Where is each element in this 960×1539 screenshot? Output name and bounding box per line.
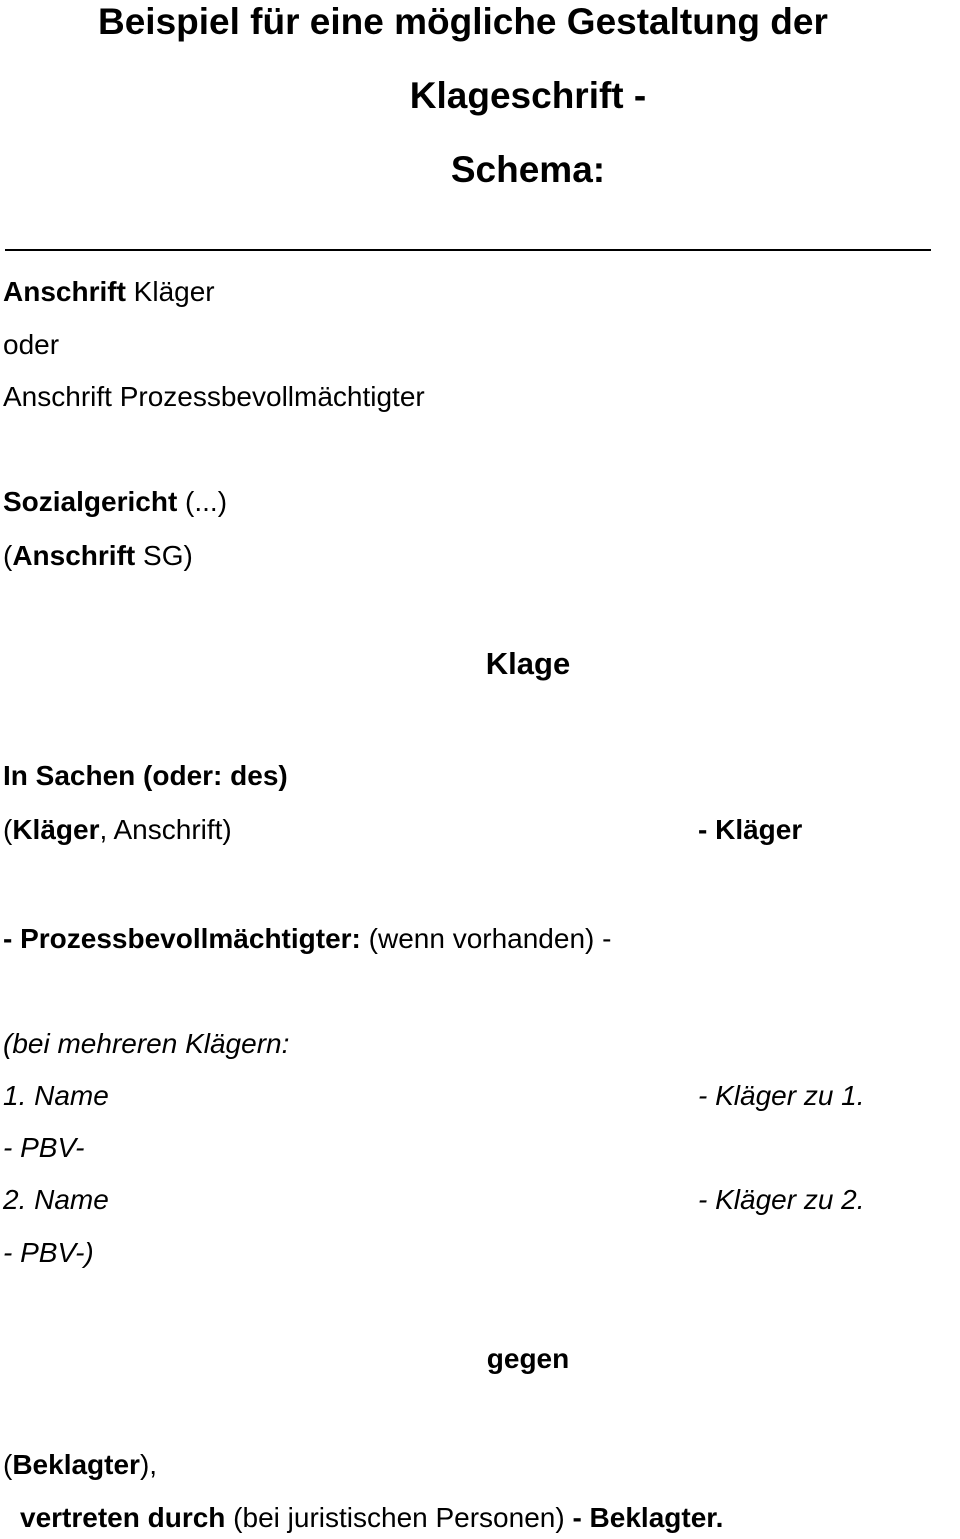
- represented-label: vertreten durch: [20, 1502, 226, 1533]
- name-1: [3, 1082, 109, 1110]
- court-address-open: (: [3, 540, 13, 571]
- representative-text: (wenn vorhanden) -: [360, 923, 612, 954]
- document-heading: [0, 648, 960, 679]
- defendant-role: - Beklagter.: [572, 1502, 724, 1533]
- plaintiff-open: (: [3, 814, 13, 845]
- representative-address-line: Anschrift Prozessbevollmächtigter: [3, 381, 425, 412]
- against-text: gegen: [486, 1343, 570, 1374]
- plaintiff-address-line: [3, 278, 215, 306]
- name-2: [3, 1186, 109, 1214]
- defendant-close: ),: [139, 1449, 158, 1480]
- pbv-2: [3, 1239, 94, 1267]
- representative-label: - Prozessbevollmächtigter:: [3, 923, 361, 954]
- court-label: Sozialgericht: [3, 486, 178, 517]
- in-sachen-text: In Sachen (oder: des): [3, 760, 288, 791]
- representative-line: [3, 925, 611, 953]
- name-1-text: 1. Name: [3, 1080, 109, 1111]
- against-heading: [0, 1345, 960, 1373]
- plaintiff-address-text: Kläger: [125, 276, 215, 307]
- role-1-text: - Kläger zu 1.: [698, 1080, 865, 1111]
- court-address-label: Anschrift: [12, 540, 136, 571]
- defendant-line: [3, 1451, 157, 1479]
- or-line: oder: [3, 329, 60, 360]
- represented-line: [20, 1504, 723, 1532]
- role-2-text: - Kläger zu 2.: [698, 1184, 865, 1215]
- name-2-text: 2. Name: [3, 1184, 109, 1215]
- heading-text: Klage: [485, 646, 571, 681]
- role-1: [698, 1082, 865, 1110]
- plaintiff-line: [3, 816, 232, 844]
- defendant-label: Beklagter: [12, 1449, 140, 1480]
- title-line-1: Beispiel für eine mögliche Gestaltung der: [98, 1, 828, 42]
- pbv-1: [3, 1134, 84, 1162]
- plaintiff-role-text: - Kläger: [698, 814, 803, 845]
- defendant-open: (: [3, 1449, 13, 1480]
- court-address-line: [3, 542, 193, 570]
- court-line: [3, 488, 227, 516]
- plaintiff-label: Kläger: [12, 814, 100, 845]
- in-sachen-line: [3, 762, 288, 790]
- multiple-intro: [3, 1030, 289, 1058]
- plaintiff-text: , Anschrift): [99, 814, 232, 845]
- pbv-1-text: - PBV-: [3, 1132, 85, 1163]
- plaintiff-role: [698, 816, 802, 844]
- title-line-2: Klageschrift -: [409, 75, 647, 116]
- court-address-text: SG): [135, 540, 193, 571]
- multiple-intro-text: (bei mehreren Klägern:: [3, 1028, 290, 1059]
- plaintiff-address-label: Anschrift: [3, 276, 126, 307]
- represented-text: (bei juristischen Personen): [225, 1502, 573, 1533]
- pbv-2-text: - PBV-): [3, 1237, 94, 1268]
- title-line-3: Schema:: [450, 149, 606, 190]
- role-2: [698, 1186, 865, 1214]
- horizontal-rule: [5, 249, 931, 251]
- court-placeholder: (...): [177, 486, 228, 517]
